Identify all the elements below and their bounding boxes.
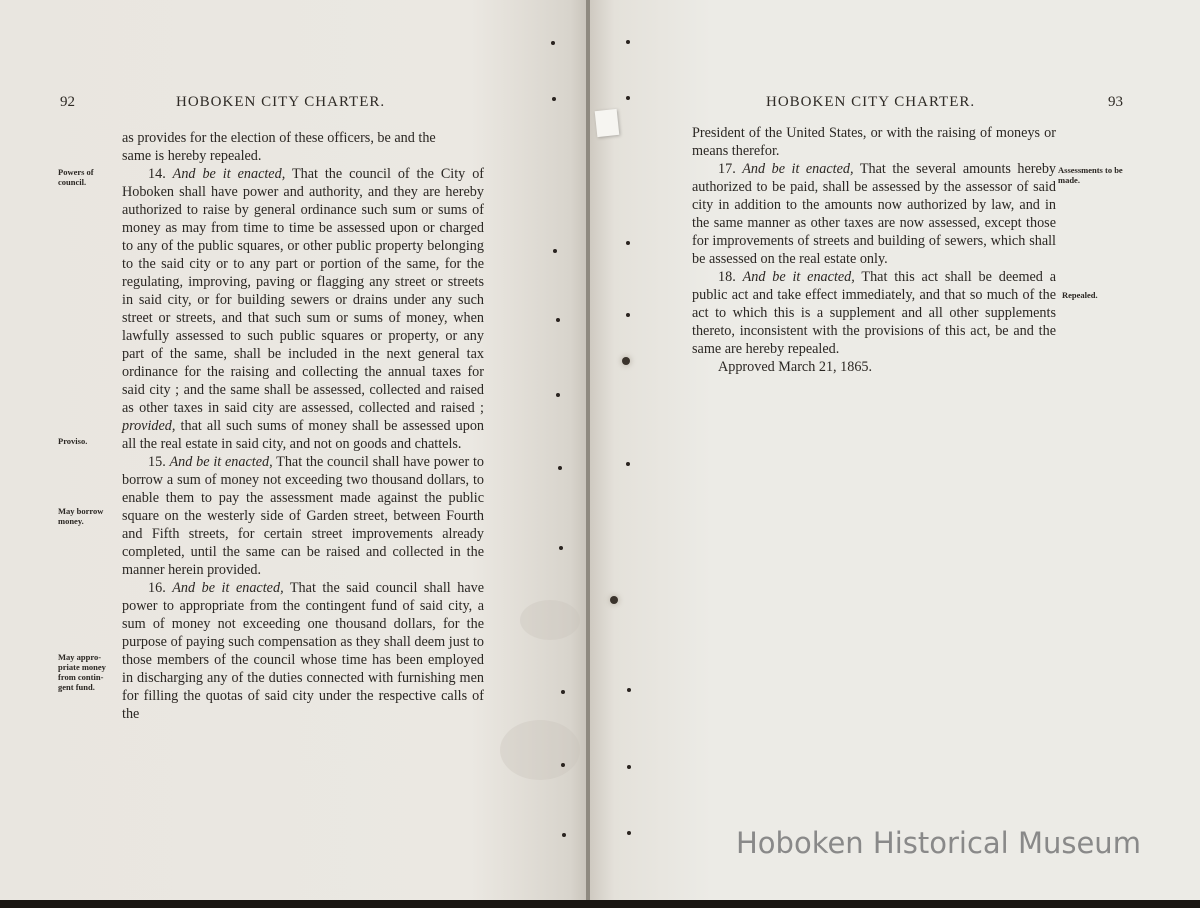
binding-hole — [552, 97, 556, 101]
sec17-enacting: And be it enacted, — [742, 161, 854, 177]
left-page-number: 92 — [60, 94, 75, 110]
binding-hole — [622, 357, 630, 365]
sec15-enacting: And be it enacted, — [169, 454, 273, 470]
sec17-number: 17. — [718, 161, 736, 177]
sec18-enacting: And be it enacted, — [742, 269, 855, 285]
section-18 — [692, 268, 1056, 358]
sec14-proviso: provided, — [122, 418, 176, 434]
paper-stain — [500, 720, 580, 780]
binding-hole — [559, 546, 563, 550]
sec14-number: 14. — [148, 166, 166, 182]
sec15-number: 15. — [148, 454, 166, 470]
binding-hole — [562, 833, 566, 837]
sec17-text: That the several amounts hereby authorized to be paid, shall be assessed by the assessor of said city in addition to the amounts now authorized by law, and in the same manner as other taxes are now assessed, except those for improvements of streets and building of sewers, which shall be assessed on the real estate only. — [692, 161, 1057, 267]
left-page — [0, 0, 588, 900]
binding-hole — [627, 688, 631, 692]
binding-hole — [626, 96, 630, 100]
page-tear — [595, 109, 620, 137]
binding-hole — [610, 596, 618, 604]
sec14-text-end: that all such sums of money shall be assessed upon all the real estate in said city, and not on goods and chattels. — [122, 418, 485, 452]
museum-watermark: Hoboken Historical Museum — [736, 826, 1141, 860]
sec16-text: That the said council shall have power to appropriate from the contingent fund of said city, a sum of money not exceeding one thousand dollars, for the purpose of paying such compensation as they shall deem just to those members of the council whose time has been employed in discharging any of the duties connected with furnishing men for filling the quotas of said city under the respective calls of the — [122, 580, 485, 722]
left-body — [122, 129, 484, 723]
sec16-number: 16. — [148, 580, 166, 596]
binding-hole — [551, 41, 555, 45]
binding-hole — [561, 690, 565, 694]
section-15 — [122, 453, 484, 579]
sec18-number: 18. — [718, 269, 736, 285]
sec14-text: That the council of the City of Hoboken shall have power and authority, and they are hereby authorized to raise by general ordinance such sum or sums of money as may from time to time be assessed upon or charged to any of the public squares, or other public property belonging to the said city or to any part or portion of the same, for the regulating, improving, paving or flagging any street or streets in said city, or for building sewers or drains under any such street or streets, and that such sum or sums of money, when lawfully assessed to such public squares or property, or any part of the same, shall be included in the next general tax ordinance for the raising and collecting the annual taxes for said city ; and the same shall be assessed, collected and raised as other taxes in said city are assessed, collected and raised ; — [122, 166, 485, 416]
binding-hole — [627, 765, 631, 769]
binding-hole — [626, 313, 630, 317]
paper-stain — [520, 600, 580, 640]
section-14 — [122, 165, 484, 453]
approved-date: Approved March 21, 1865. — [718, 359, 873, 375]
binding-hole — [561, 763, 565, 767]
right-intro: President of the United States, or with the raising of moneys or means therefor. — [692, 125, 1056, 159]
margin-note-repealed: Repealed. — [1062, 290, 1098, 300]
right-body — [692, 124, 1056, 376]
section-17 — [692, 160, 1056, 268]
sec18-text: That this act shall be deemed a public act and take effect immediately, and that so much of the act to which this is a supplement and all other supplements thereto, inconsistent with the provisions of this act, be and the same are hereby repealed. — [692, 269, 1056, 357]
binding-hole — [626, 462, 630, 466]
intro-line-1: as provides for the election of these officers, be and the — [122, 130, 436, 146]
sec15-text: That the council shall have power to borrow a sum of money not exceeding two thousand dollars, to enable them to pay the assessment made against the public square on the westerly side of Garden street, between Fourth and Fifth streets, for certain street improvements already completed, until the same can be raised and collected in the manner herein provided. — [122, 454, 484, 578]
sec16-enacting: And be it enacted, — [172, 580, 284, 596]
binding-hole — [553, 249, 557, 253]
binding-hole — [556, 393, 560, 397]
binding-hole — [626, 40, 630, 44]
binding-hole — [558, 466, 562, 470]
margin-note-powers: Powers of council. — [58, 167, 94, 187]
margin-note-assessments: Assessments to be made. — [1058, 165, 1123, 185]
right-page-number: 93 — [1108, 94, 1123, 110]
right-page — [590, 0, 1200, 900]
binding-hole — [627, 831, 631, 835]
margin-note-appropriate: May appro- priate money from contin- gent fund. — [58, 652, 106, 692]
left-running-head: HOBOKEN CITY CHARTER. — [176, 94, 386, 110]
right-running-head: HOBOKEN CITY CHARTER. — [766, 94, 976, 110]
intro-line-2: same is hereby repealed. — [122, 148, 262, 164]
section-16 — [122, 579, 484, 723]
binding-hole — [626, 241, 630, 245]
margin-note-proviso: Proviso. — [58, 436, 88, 446]
margin-note-borrow: May borrow money. — [58, 506, 104, 526]
sec14-enacting: And be it enacted, — [172, 166, 286, 182]
binding-hole — [556, 318, 560, 322]
